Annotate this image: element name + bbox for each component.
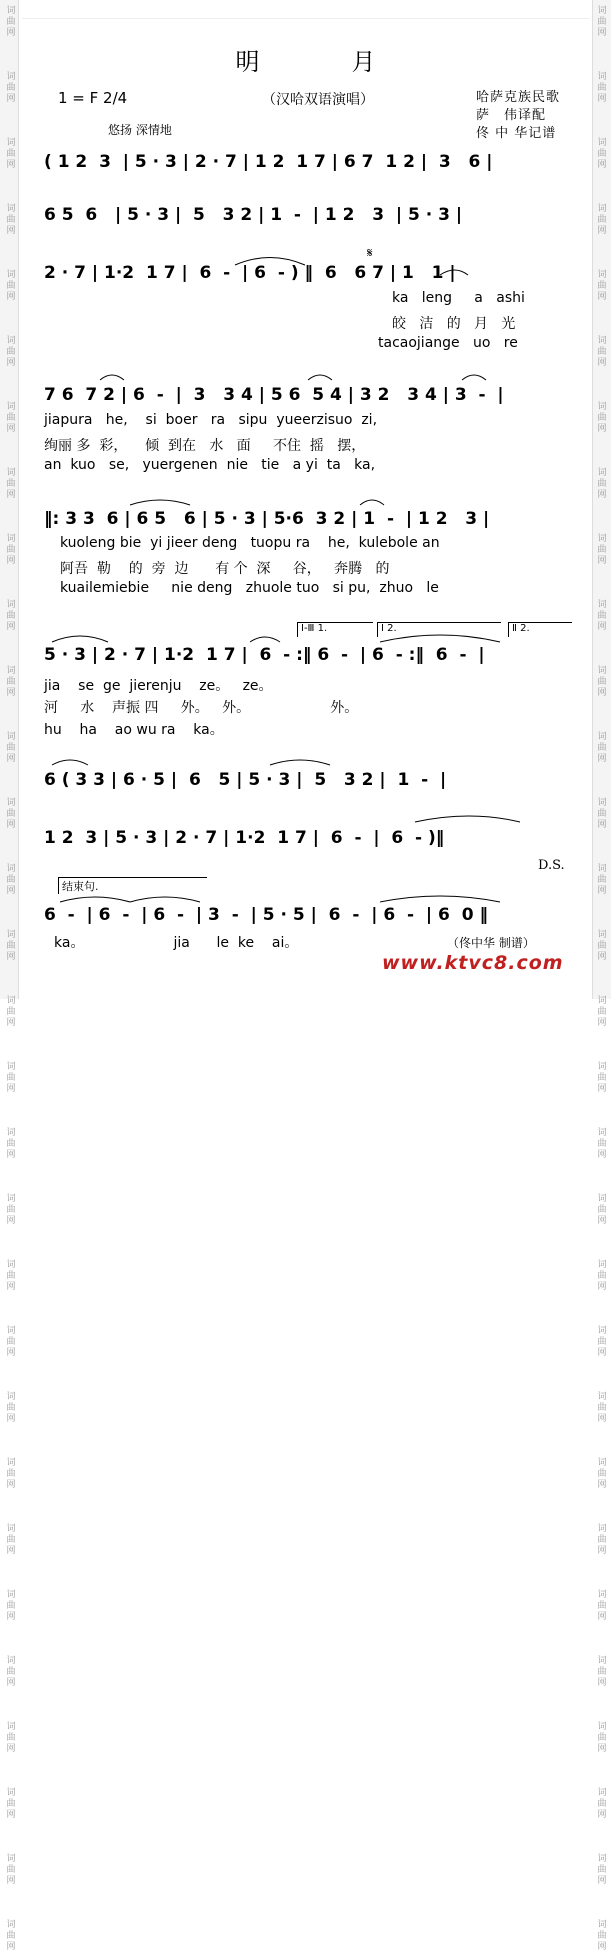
watermark-glyph: 词 曲 网 [597,1854,607,1886]
watermark-glyph: 词 曲 网 [597,1920,607,1952]
notation-row-8: 1 2 3 | 5 · 3 | 2 · 7 | 1·2 1 7 | 6 - | 6 - )‖ [44,828,445,848]
notation-row-6: 5 · 3 | 2 · 7 | 1·2 1 7 | 6 - :‖ 6 - | 6 - :‖ 6 - | [44,645,485,665]
watermark-glyph: 词 曲 网 [597,6,607,38]
watermark-glyph: 词 曲 网 [597,1788,607,1820]
watermark-glyph: 词 曲 网 [6,1854,16,1886]
watermark-glyph: 词 曲 网 [6,996,16,1028]
lyric-row-5c: kuailemiebie nie deng zhuole tuo si pu, zhuo le [60,580,439,596]
watermark-glyph: 词 曲 网 [597,402,607,434]
watermark-glyph: 词 曲 网 [6,1524,16,1556]
watermark-glyph: 词 曲 网 [6,1128,16,1160]
watermark-glyph: 词 曲 网 [597,1128,607,1160]
segno-sign: 𝄋 [367,246,373,261]
watermark-glyph: 词 曲 网 [6,666,16,698]
tie-arc [52,760,88,765]
watermark-glyph: 词 曲 网 [597,864,607,896]
credit-origin: 哈萨克族民歌 [476,90,561,105]
watermark-glyph: 词 曲 网 [6,600,16,632]
watermark-glyph: 词 曲 网 [597,996,607,1028]
watermark-glyph: 词 曲 网 [597,1194,607,1226]
watermark-glyph: 词 曲 网 [6,204,16,236]
watermark-glyph: 词 曲 网 [597,270,607,302]
watermark-glyph: 词 曲 网 [597,336,607,368]
song-subtitle: （汉哈双语演唱） [262,92,374,108]
watermark-glyph: 词 曲 网 [6,1920,16,1952]
tie-arc [270,760,330,765]
watermark-glyph: 词 曲 网 [6,534,16,566]
watermark-glyph: 词 曲 网 [597,1722,607,1754]
watermark-glyph: 词 曲 网 [597,666,607,698]
volta-2: Ⅰ 2. [377,622,501,637]
watermark-glyph: 词 曲 网 [597,204,607,236]
watermark-glyph: 词 曲 网 [597,732,607,764]
tie-arc [380,896,500,902]
watermark-glyph: 词 曲 网 [597,1062,607,1094]
lyric-row-3a: ka leng a ashi [392,290,525,306]
watermark-glyph: 词 曲 网 [6,1326,16,1358]
watermark-glyph: 词 曲 网 [597,468,607,500]
lyric-row-9: ka。 jia le ke ai。 [54,935,299,951]
tie-arc [380,635,500,642]
watermark-glyph: 词 曲 网 [6,336,16,368]
watermark-glyph: 词 曲 网 [6,1656,16,1688]
slur-arc [130,500,190,505]
watermark-glyph: 词 曲 网 [597,1590,607,1622]
watermark-glyph: 词 曲 网 [6,732,16,764]
watermark-glyph: 词 曲 网 [597,1656,607,1688]
signature: （佟中华 制谱） [447,936,535,950]
watermark-glyph: 词 曲 网 [597,72,607,104]
notation-row-7: 6 ( 3 3 | 6 · 5 | 6 5 | 5 · 3 | 5 3 2 | 1 - | [44,770,447,790]
notation-row-1: ( 1 2 3 | 5 · 3 | 2 · 7 | 1 2 1 7 | 6 7 1 2 | 3 6 | [44,152,493,172]
watermark-glyph: 词 曲 网 [6,1194,16,1226]
slur-arc [360,500,384,505]
watermark-glyph: 词 曲 网 [6,930,16,962]
tempo-marking: 悠扬 深情地 [108,123,172,137]
lyric-row-4b: 绚丽 多 彩， 倾 到在 水 面 不住 摇 摆， [44,438,366,454]
lyric-row-3c: tacaojiange uo re [378,335,518,351]
slur-arc [250,637,280,642]
watermark-glyph: 词 曲 网 [6,1260,16,1292]
watermark-glyph: 词 曲 网 [6,138,16,170]
tie-arc [130,897,200,902]
lyric-row-5a: kuoleng bie yi jieer deng tuopu ra he, kulebole an [60,535,440,551]
watermark-glyph: 词 曲 网 [6,798,16,830]
lyric-row-5b: 阿吾 勒 的 旁 边 有 个 深 谷， 奔腾 的 [60,561,390,577]
watermark-glyph: 词 曲 网 [597,1260,607,1292]
slur-arc [308,375,332,380]
tie-arc [415,816,520,822]
watermark-glyph: 词 曲 网 [6,6,16,38]
notation-row-2: 6 5 6 | 5 · 3 | 5 3 2 | 1 - | 1 2 3 | 5 · 3 | [44,205,463,225]
dal-segno: D.S. [538,858,565,873]
lyric-row-6b: 河 水 声振 四 外。 外。 外。 [44,700,359,716]
lyric-row-6c: hu ha ao wu ra ka。 [44,722,224,738]
watermark-glyph: 词 曲 网 [6,270,16,302]
tie-arc [52,636,108,642]
song-title: 明 月 [235,48,410,76]
volta-1: Ⅰ-Ⅲ 1. [297,622,373,637]
watermark-glyph: 词 曲 网 [597,1458,607,1490]
slur-arc [440,270,468,275]
watermark-glyph: 词 曲 网 [6,1392,16,1424]
watermark-glyph: 词 曲 网 [597,138,607,170]
key-signature: 1 = F 2/4 [58,89,128,107]
watermark-glyph: 词 曲 网 [597,930,607,962]
ending-label: 结束句. [58,877,207,894]
watermark-glyph: 词 曲 网 [597,600,607,632]
notation-row-5: ‖: 3 3 6 | 6 5 6 | 5 · 3 | 5·6 3 2 | 1 - | 1 2 3 | [44,509,490,529]
watermark-glyph: 词 曲 网 [597,1392,607,1424]
tie-arc [60,897,130,902]
watermark-glyph: 词 曲 网 [597,1326,607,1358]
watermark-glyph: 词 曲 网 [6,864,16,896]
watermark-glyph: 词 曲 网 [6,1722,16,1754]
tie-arc [235,258,305,266]
lyric-row-4a: jiapura he, si boer ra sipu yueerzisuo zi, [44,412,378,428]
slur-arc [462,375,486,380]
slur-arc [100,375,124,380]
watermark-glyph: 词 曲 网 [6,1788,16,1820]
watermark-glyph: 词 曲 网 [597,1524,607,1556]
watermark-glyph: 词 曲 网 [597,534,607,566]
watermark-glyph: 词 曲 网 [6,72,16,104]
notation-row-3: 2 · 7 | 1·2 1 7 | 6 - | 6 - ) ‖ 6 6 7 | 1 1 | [44,263,456,283]
credit-transcriber: 佟 中 华记谱 [476,126,557,141]
watermark-glyph: 词 曲 网 [6,1590,16,1622]
volta-3: Ⅱ 2. [508,622,572,637]
lyric-row-6a: jia se ge jierenju ze。 ze。 [44,678,273,694]
credit-translator: 萨 伟译配 [476,108,547,123]
watermark-glyph: 词 曲 网 [597,798,607,830]
site-watermark: www.ktvc8.com [382,952,564,974]
watermark-glyph: 词 曲 网 [6,1458,16,1490]
watermark-glyph: 词 曲 网 [6,468,16,500]
lyric-row-3b: 皎 洁 的 月 光 [392,316,516,332]
watermark-glyph: 词 曲 网 [6,402,16,434]
notation-row-4: 7 6 7 2 | 6 - | 3 3 4 | 5 6 5 4 | 3 2 3 4 | 3 - | [44,385,504,405]
watermark-glyph: 词 曲 网 [6,1062,16,1094]
lyric-row-4c: an kuo se, yuergenen nie tie a yi ta ka, [44,457,376,473]
notation-row-9: 6 - | 6 - | 6 - | 3 - | 5 · 5 | 6 - | 6 - | 6 0 ‖ [44,905,488,925]
